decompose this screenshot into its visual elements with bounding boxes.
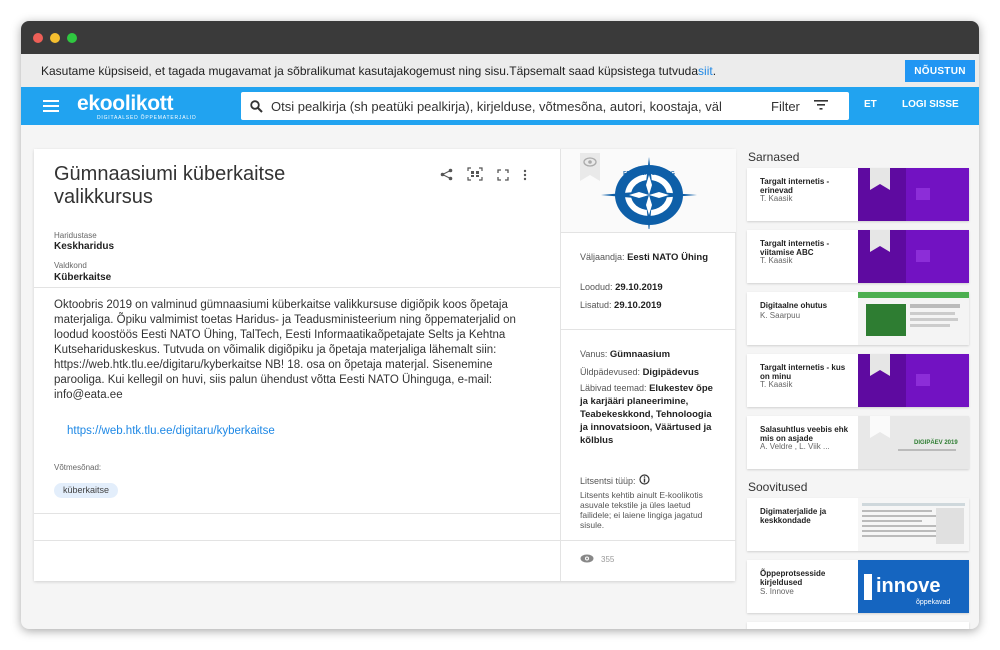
recommended-item-author: S. Innove [760,587,794,596]
view-count-badge-icon [580,153,600,181]
similar-item-title: Targalt internetis - erinevad [760,177,830,195]
material-thumbnail [561,149,736,232]
divider [561,232,736,233]
competence-row [580,367,699,378]
language-switch[interactable]: ET [864,99,877,110]
similar-item-title: Salasuhtlus veebis ehk mis on asjade [760,425,849,443]
similar-item-author: T. Kaasik [760,194,793,203]
innove-logo-text: innove [876,575,941,597]
window-titlebar [21,21,979,54]
similar-title: Sarnased [748,150,800,164]
similar-item-thumbnail [858,416,969,469]
material-link[interactable]: https://web.htk.tlu.ee/digitaru/kyberkaitse [67,425,275,437]
keywords-label: Võtmesõnad: [54,463,102,472]
publisher-label: Väljaandja: [580,252,625,262]
material-card [34,149,735,581]
created-row [580,282,663,293]
material-title: Gümnaasiumi küberkaitse valikkursus [54,163,286,208]
views-row [580,554,614,565]
created-value: 29.10.2019 [615,282,663,293]
fullscreen-icon[interactable] [497,168,509,186]
similar-item-author: A. Veldre , L. Viik ... [760,442,830,451]
themes-value: Elukestev õpe ja karjääri planeerimine, Teabekeskkond, Tehnoloogia ja innovatsioon, Väärtused ja kõlblus [580,383,713,446]
close-window-dot[interactable] [33,33,43,43]
search-input[interactable] [271,99,771,114]
divider [34,513,560,514]
material-actions [440,167,527,186]
logo[interactable] [77,90,217,122]
divider [34,287,560,288]
logo-subtitle: DIGITAALSED ÕPPEMATERJALID [97,115,197,121]
similar-item-title: Digitaalne ohutus [760,301,828,310]
domain-value: Küberkaitse [54,272,112,283]
level-label: Haridustase [54,231,97,240]
added-value: 29.10.2019 [614,300,662,311]
competence-label: Üldpädevused: [580,367,641,377]
similar-item-thumbnail [858,230,969,283]
filter-icon[interactable] [814,97,828,115]
similar-item[interactable] [747,230,969,283]
similar-item-author: T. Kaasik [760,256,793,265]
similar-item[interactable] [747,292,969,345]
similar-item-author: T. Kaasik [760,380,793,389]
cookie-suffix: . [712,63,717,78]
material-sidebar [560,149,735,581]
page-content [21,125,979,606]
eye-icon [580,554,594,565]
recommended-item-thumbnail [858,498,969,551]
cookie-link[interactable]: siit [698,63,713,78]
innove-logo-sub: õppekavad [916,599,951,606]
filter-label[interactable]: Filter [771,98,800,114]
themes-label: Läbivad teemad: [580,383,647,393]
recommended-title: Soovitused [748,480,808,494]
license-row [580,474,650,487]
themes-row [580,382,720,447]
logo-name: ekoolikott [77,92,174,115]
domain-label: Valdkond [54,261,87,270]
similar-item-title: Targalt internetis - kus on minu [760,363,846,381]
similar-item-author: K. Saarpuu [760,311,801,320]
accept-cookies-button[interactable]: NÕUSTUN [905,60,975,82]
competence-value: Digipädevus [642,367,700,378]
recommended-item-title: Õppeprotsesside kirjeldused [760,569,826,587]
similar-item[interactable] [747,168,969,221]
search-icon[interactable] [241,100,271,113]
recommended-item[interactable] [747,560,969,613]
recommended-item-thumbnail [858,560,969,613]
age-row [580,349,670,360]
menu-icon[interactable] [43,100,59,112]
top-navigation-bar [21,87,979,125]
qr-code-icon[interactable] [467,167,483,186]
maximize-window-dot[interactable] [67,33,77,43]
search-bar [241,92,849,120]
publisher-row [580,251,720,264]
cookie-text: Kasutame küpsiseid, et tagada mugavamat ja sõbralikumat kasutajakogemust ning sisu.Täpsemalt saad küpsistega tutvuda [41,63,699,78]
recommended-item-title: Digimaterjalide ja keskkondade [760,507,827,525]
divider [34,540,560,541]
share-icon[interactable] [440,168,453,186]
similar-item[interactable] [747,416,969,469]
license-text: Litsents kehtib ainult E-koolikotis asuvale tekstile ja üles laetud failidele; ei laiene lingiga jagatud sisule. [580,490,703,530]
similar-item-thumbnail [858,292,969,345]
minimize-window-dot[interactable] [50,33,60,43]
level-value: Keskharidus [54,241,115,252]
created-label: Loodud: [580,282,613,292]
thumbnail-text: DIGIPÄEV 2019 [914,440,958,446]
publisher-value: Eesti NATO Ühing [627,252,708,263]
age-value: Gümnaasium [609,349,671,360]
divider [561,329,736,330]
recommended-item[interactable] [747,622,969,629]
divider [561,540,736,541]
license-label: Litsentsi tüüp: [580,475,636,486]
more-options-icon[interactable] [523,168,527,186]
age-label: Vanus: [580,349,608,359]
similar-item-thumbnail [858,168,969,221]
recommended-item[interactable] [747,498,969,551]
added-row [580,300,662,311]
nato-logo-text: EESTI NATO ÜHING [622,170,675,177]
similar-item[interactable] [747,354,969,407]
view-count: 355 [601,555,615,564]
material-main [34,149,560,581]
license-info-icon[interactable] [639,474,650,487]
similar-item-title: Targalt internetis - viitamise ABC [760,239,830,257]
login-button[interactable]: LOGI SISSE [902,99,959,110]
material-description: Oktoobris 2019 on valminud gümnaasiumi küberkaitse valikkursuse digiõpik koos õpetaja materjaliga. Õpiku valmimist toetas Haridus- ja Teadusministeerium ning õppematerjalid on loodud koostöös Eesti NATO Ühing, TalTech, Eesti Informaatikaõpetajate Selts ja Kehtna Kutsehariduskeskus. Tutvuda on võimalik digiõpiku ja õpetaja materjaliga lähemalt siin: https://web.htk.tlu.ee/digitaru/kyberkaitse NB! 18. osa on õpetaja materjal. Sisenemine parooliga. Kui kellegil on huvi, siis palun ühendust võtta Eesti NATO Ühinguga, e-mail: info@eata.ee [54,299,516,401]
browser-window [21,21,979,629]
keyword-chip[interactable]: küberkaitse [54,483,118,498]
similar-item-thumbnail [858,354,969,407]
cookie-banner [21,54,979,87]
added-label: Lisatud: [580,300,612,310]
